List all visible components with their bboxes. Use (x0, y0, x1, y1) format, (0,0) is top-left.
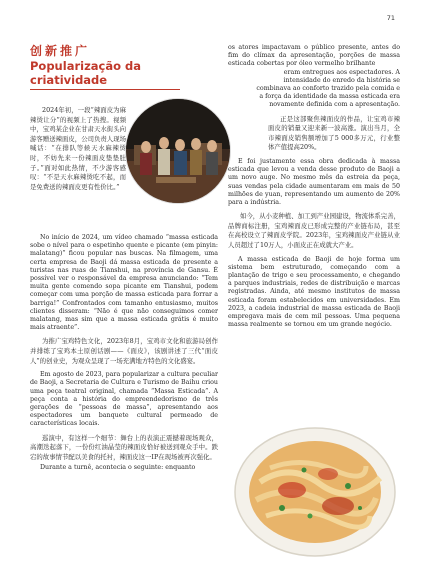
paragraph-pt-1: No início de 2024, um vídeo chamado “massa esticada sobe o nível para o espetinho quente e picante (em pinyin: malatang)” ficou popular nas buscas. Na filmagem, uma certa empresa de Baoji dá massa esticada de presente a turistas nas ruas de Tianshui, na província de Gansu. É possível ver o responsável da empresa anunciando: “Tem muita gente comendo sopa picante em Tianshui, podem começar com uma porção de massa esticada para forrar a barriga!” Confrontados com tamanho entusiasmo, muitos clientes disseram: “Não é que não conseguimos comer malatang, mas sim que a massa esticada grátis é muito mais atraente”. (30, 234, 218, 332)
stage-illustration (126, 99, 230, 203)
intro-with-photo (30, 96, 218, 232)
paragraph-pt-4b: eram entregues aos espectadores. A intensidade do enredo da história se combinava ao conforto trazido pela comida e a força da identidade da massa esticada era novamente definida com a apresentação. (256, 68, 400, 109)
paragraph-pt-5: E foi justamente essa obra dedicada à massa esticada que levou a venda desse produto de Baoji a um novo auge. No mesmo mês da estreia da peça, suas vendas pela cidade aumentaram em mais de 50 milhões de yuan, representando um aumento de 20% para a indústria. (228, 158, 400, 207)
paragraph-pt-6: A massa esticada de Baoji de hoje forma um sistema bem estruturado, começando com a plantação de trigo e seu processamento, e chegando a parques industriais, redes de distribuição e marcas registradas. Ainda, até mesmo institutos de massa esticada foram estabelecidos em universidades. Em 2023, a cadeia industrial de massa esticada de Baoji empregava mais de cem mil pessoas. Uma pequena massa realmente se tornou em um grande negócio. (228, 255, 400, 329)
paragraph-cn-2: 为推广宝鸡特色文化，2023年8月，宝鸡市文化和旅游局创作并排练了宝鸡本土原创话剧——《面皮》，该剧讲述了三代“面皮人”的创业史，为观众呈现了一场充满地方特色的文化盛宴。 (30, 337, 218, 365)
paragraph-cn-3: 巡演中，有这样一个细节：舞台上的表演正震撼着现场观众，高潮迭起落下，一份份红油晶莹的辣面皮恰好被送到观众手中。跌宕的故事情节配以美食的托衬，辣面皮这一IP在现场被再次强化。 (30, 433, 218, 461)
spicy-noodle-bowl-photo (230, 412, 400, 560)
section-title-portuguese: Popularização da criatividade (30, 59, 141, 87)
right-column (228, 44, 400, 329)
paragraph-pt-4a: os atores impactavam o público presente, antes do fim do clímax da apresentação, porções de massa esticada cobertas por óleo vermelho brilhante (228, 44, 400, 68)
paragraph-cn-4: 正是这部聚焦辣面皮的作品，让宝鸡市辣面皮的销量又迎来新一波高涨。演出当月，全市辣面皮销售额增加了5 000多万元，行业整体产值提高20%。 (268, 114, 400, 152)
left-column (30, 44, 218, 473)
paragraph-cn-5: 如今，从小麦种植、加工到产业园建设，物流体系完善，品牌商标注册，宝鸡辣面皮已形成完整的产业链布局，甚至在高校设立了辣面皮学院。2023年，宝鸡辣面皮产业链从业人员超过了10万人，小面皮正在成就大产业。 (228, 212, 400, 249)
theatre-stage-photo (125, 98, 231, 204)
paragraph-pt-2: Em agosto de 2023, para popularizar a cultura peculiar de Baoji, a Secretaria de Cultura e Turismo de Baihu criou uma peça teatral original, chamada “Massa Esticada”. A peça conta a história do empreendedorismo de três gerações de “pessoas de massa”, apresentando aos espectadores um banquete cultural permeado de características locais. (30, 371, 218, 428)
page-number: 71 (386, 14, 395, 22)
paragraph-cn-1: 2024年初，一段“辣面皮为麻辣烫让分”的视频上了热搜。视频中，宝鸡某企业在甘肃天水街头向游客赠送辣面皮，公司负责人现场喊话：“在排队等候天水麻辣烫时，不妨先来一份辣面皮垫垫肚子。”面对如此热情，不少游客感叹：“不是天水麻辣烫吃不起，而是免费送的辣面皮更有性价比。” (30, 106, 126, 191)
section-title-chinese: 创新推广 (30, 44, 91, 58)
noodle-bowl-illustration (230, 412, 400, 560)
section-title-rule (30, 89, 180, 90)
paragraph-pt-3: Durante a turnê, acontecia o seguinte: enquanto (40, 464, 196, 472)
